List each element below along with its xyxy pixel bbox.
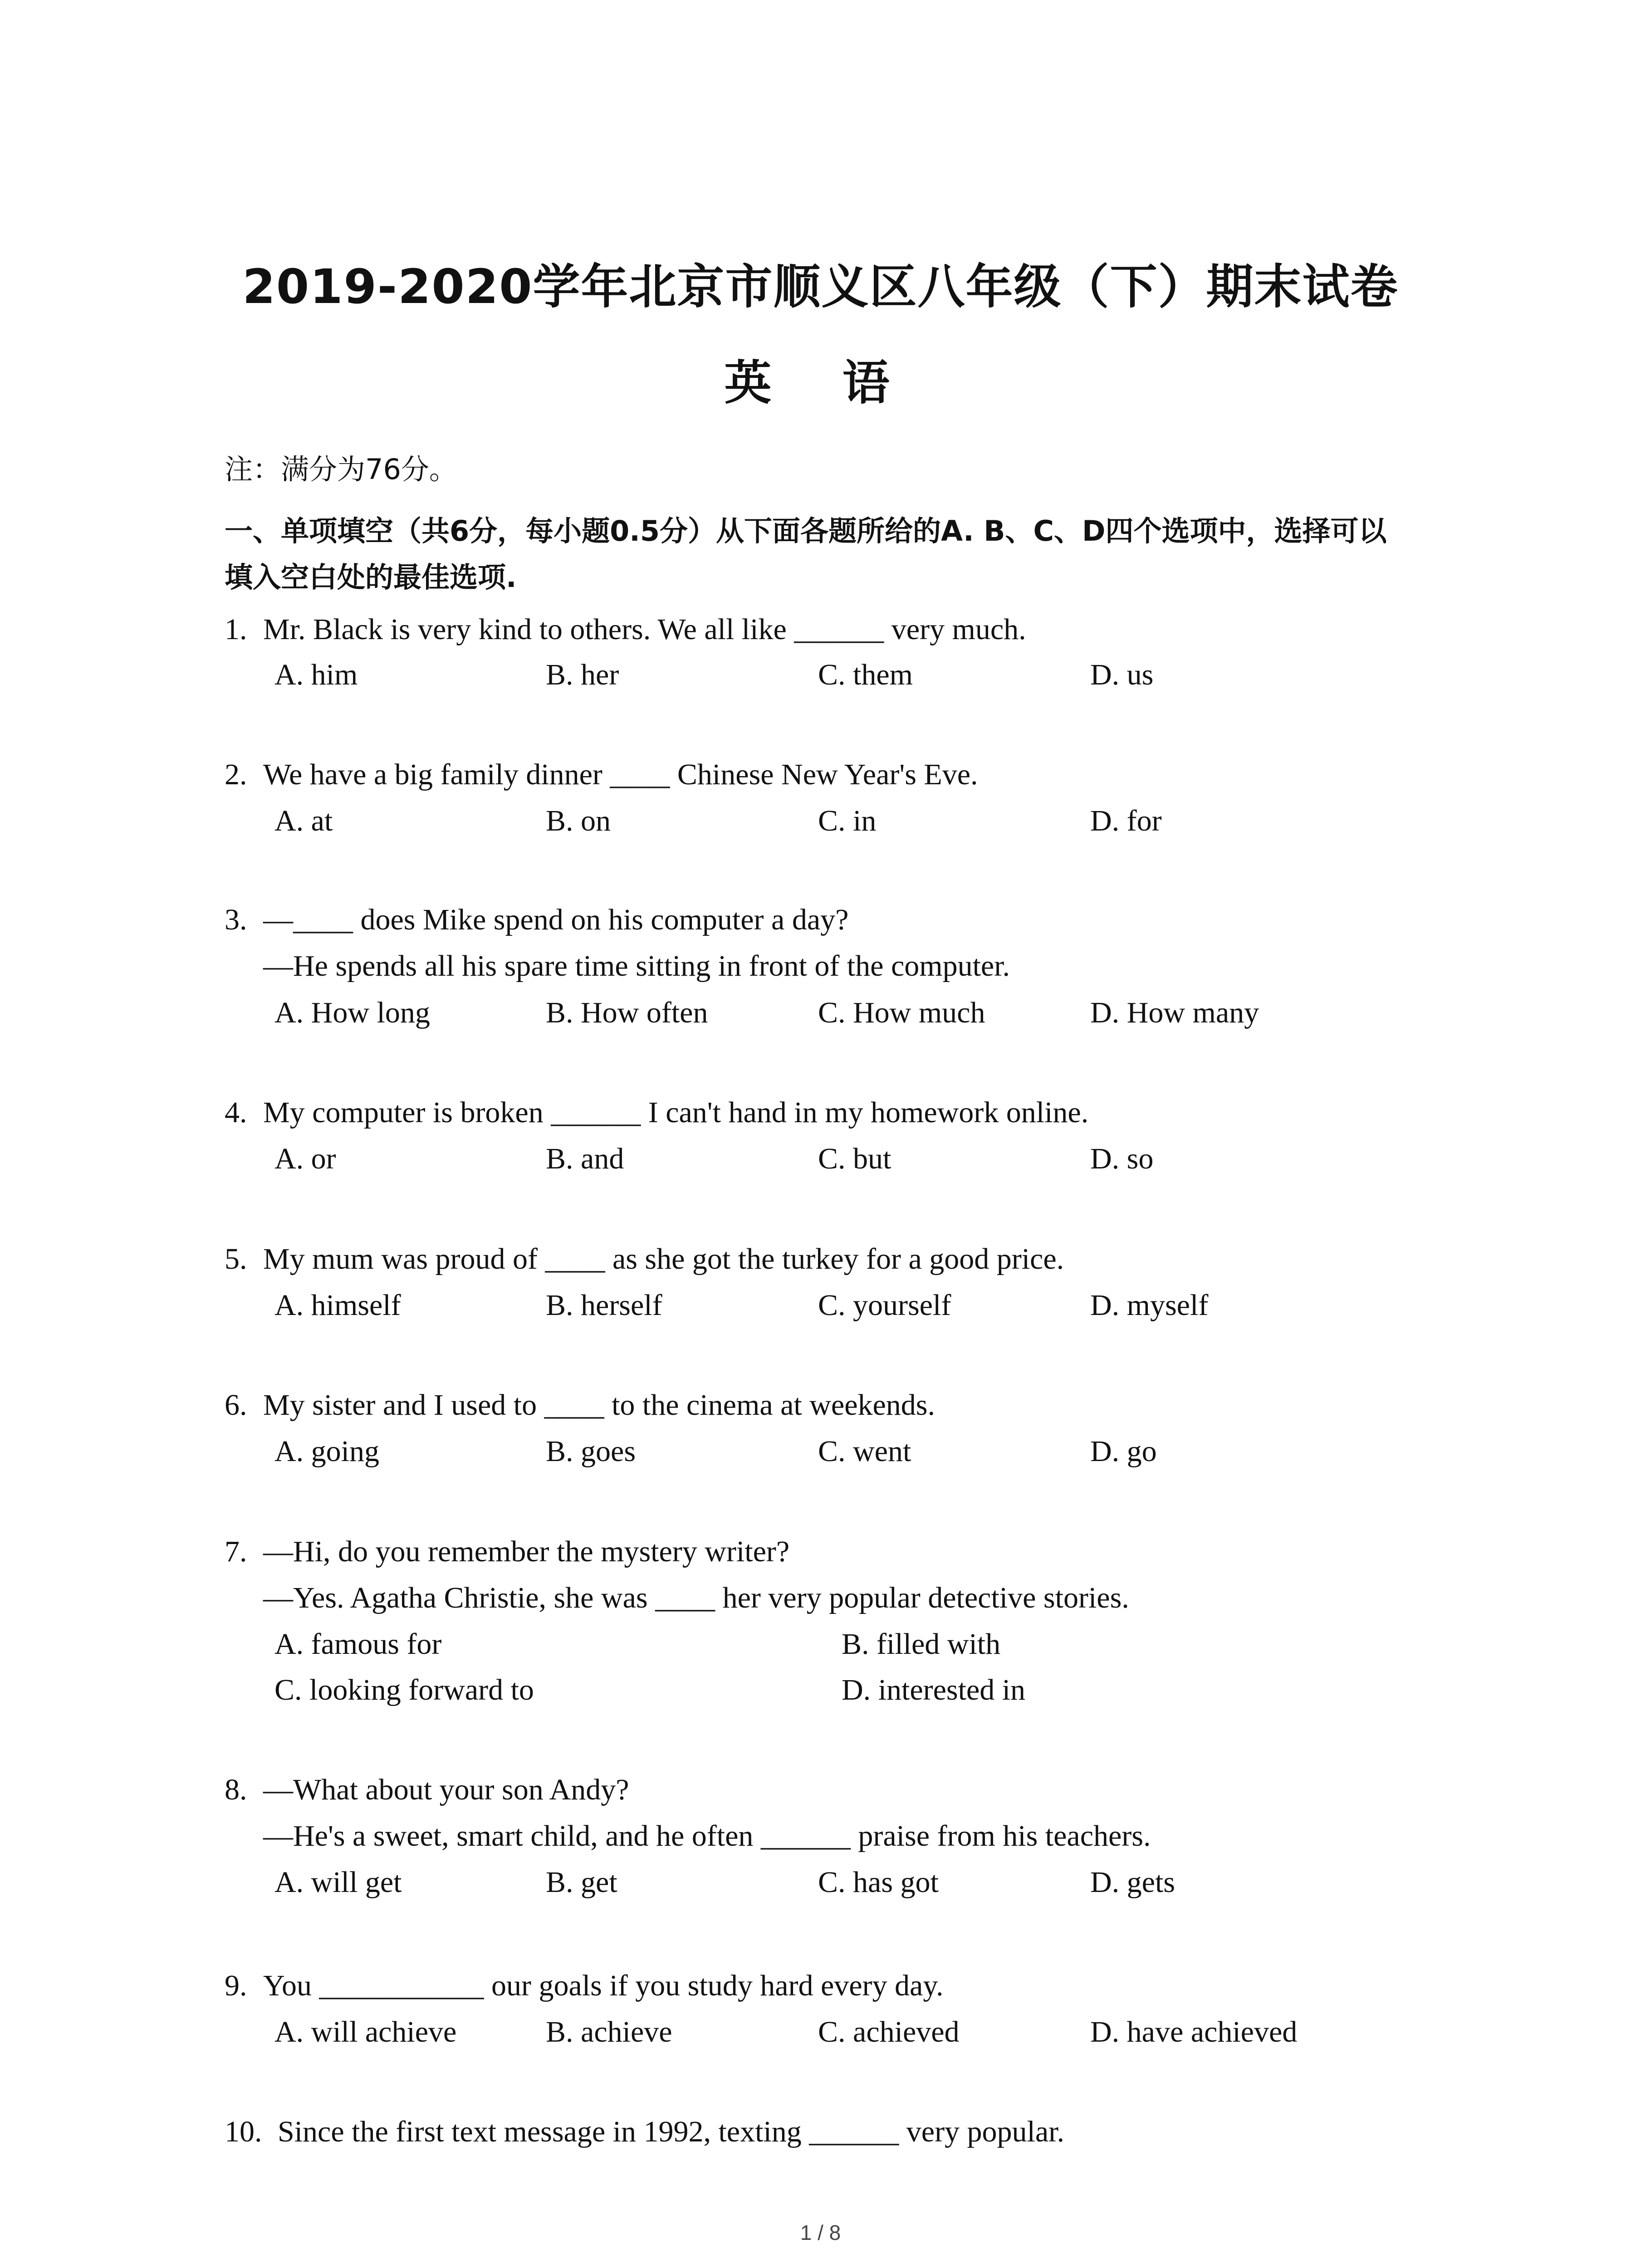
- question-stem: —What about your son Andy?: [263, 1773, 629, 1806]
- section-instructions-line-2: 填入空白处的最佳选项.: [225, 561, 517, 594]
- option-d: D. gets: [1090, 1866, 1175, 1899]
- question-stem: My computer is broken ______ I can't hand in my homework online.: [263, 1096, 1089, 1129]
- question-stem-line-2: —He spends all his spare time sitting in front of the computer.: [263, 949, 1010, 982]
- question-stem: We have a big family dinner ____ Chinese New Year's Eve.: [263, 758, 978, 791]
- option-a: A. him: [274, 658, 358, 691]
- question-number: 10.: [225, 2115, 262, 2148]
- option-a: A. or: [274, 1142, 336, 1175]
- score-note: 注：满分为76分。: [225, 453, 457, 486]
- option-b: B. on: [546, 804, 611, 837]
- question-stem-line-2: —He's a sweet, smart child, and he often ______ praise from his teachers.: [263, 1819, 1151, 1853]
- option-d: D. myself: [1090, 1289, 1209, 1322]
- option-c: C. them: [818, 658, 913, 691]
- option-b: B. How often: [546, 996, 708, 1029]
- question-stem: —____ does Mike spend on his computer a day?: [263, 903, 849, 936]
- option-b: B. get: [546, 1866, 617, 1899]
- question-stem: My mum was proud of ____ as she got the turkey for a good price.: [263, 1242, 1064, 1276]
- question-stem: —Hi, do you remember the mystery writer?: [263, 1535, 790, 1568]
- question-stem: Since the first text message in 1992, texting ______ very popular.: [278, 2115, 1065, 2148]
- question-number: 8.: [225, 1773, 247, 1806]
- question-stem-line-2: —Yes. Agatha Christie, she was ____ her very popular detective stories.: [263, 1581, 1129, 1614]
- question-number: 5.: [225, 1242, 247, 1276]
- option-b: B. and: [546, 1142, 624, 1175]
- page-number: 1 / 8: [800, 2221, 841, 2244]
- option-c: C. has got: [818, 1866, 939, 1899]
- option-a: A. famous for: [274, 1628, 442, 1661]
- option-a: A. at: [274, 804, 333, 837]
- option-c: C. achieved: [818, 2015, 960, 2048]
- option-c: C. in: [818, 804, 877, 837]
- option-c: C. yourself: [818, 1289, 951, 1322]
- question-number: 2.: [225, 758, 247, 791]
- exam-title: 2019-2020学年北京市顺义区八年级（下）期末试卷: [242, 259, 1399, 314]
- option-c: C. looking forward to: [274, 1673, 534, 1706]
- option-b: B. filled with: [842, 1628, 1001, 1661]
- option-c: C. but: [818, 1142, 892, 1175]
- option-d: D. have achieved: [1090, 2015, 1298, 2048]
- option-a: A. will achieve: [274, 2015, 457, 2048]
- question-number: 4.: [225, 1096, 247, 1129]
- question-number: 7.: [225, 1535, 247, 1568]
- option-a: A. will get: [274, 1866, 402, 1899]
- option-a: A. How long: [274, 996, 430, 1029]
- option-b: B. goes: [546, 1435, 636, 1468]
- option-d: D. so: [1090, 1142, 1154, 1175]
- question-stem: You ___________ our goals if you study hard every day.: [263, 1969, 944, 2002]
- question-number: 1.: [225, 613, 247, 646]
- section-instructions: [225, 508, 1450, 601]
- option-b: B. achieve: [546, 2015, 672, 2048]
- option-b: B. her: [546, 658, 619, 691]
- subject-title: 英 语: [724, 355, 917, 411]
- question-stem: Mr. Black is very kind to others. We all like ______ very much.: [263, 613, 1026, 646]
- question-number: 9.: [225, 1969, 247, 2002]
- option-d: D. for: [1090, 804, 1162, 837]
- option-a: A. himself: [274, 1289, 401, 1322]
- option-c: C. How much: [818, 996, 985, 1029]
- question-stem: My sister and I used to ____ to the cinema at weekends.: [263, 1388, 935, 1422]
- option-a: A. going: [274, 1435, 379, 1468]
- option-b: B. herself: [546, 1289, 662, 1322]
- option-d: D. go: [1090, 1435, 1157, 1468]
- question-number: 3.: [225, 903, 247, 936]
- option-d: D. us: [1090, 658, 1154, 691]
- option-d: D. How many: [1090, 996, 1259, 1029]
- option-d: D. interested in: [842, 1673, 1026, 1706]
- section-instructions-line-1: 一、单项填空（共6分，每小题0.5分）从下面各题所给的A. B、C、D四个选项中，选择可以: [225, 514, 1387, 547]
- question-number: 6.: [225, 1388, 247, 1422]
- option-c: C. went: [818, 1435, 911, 1468]
